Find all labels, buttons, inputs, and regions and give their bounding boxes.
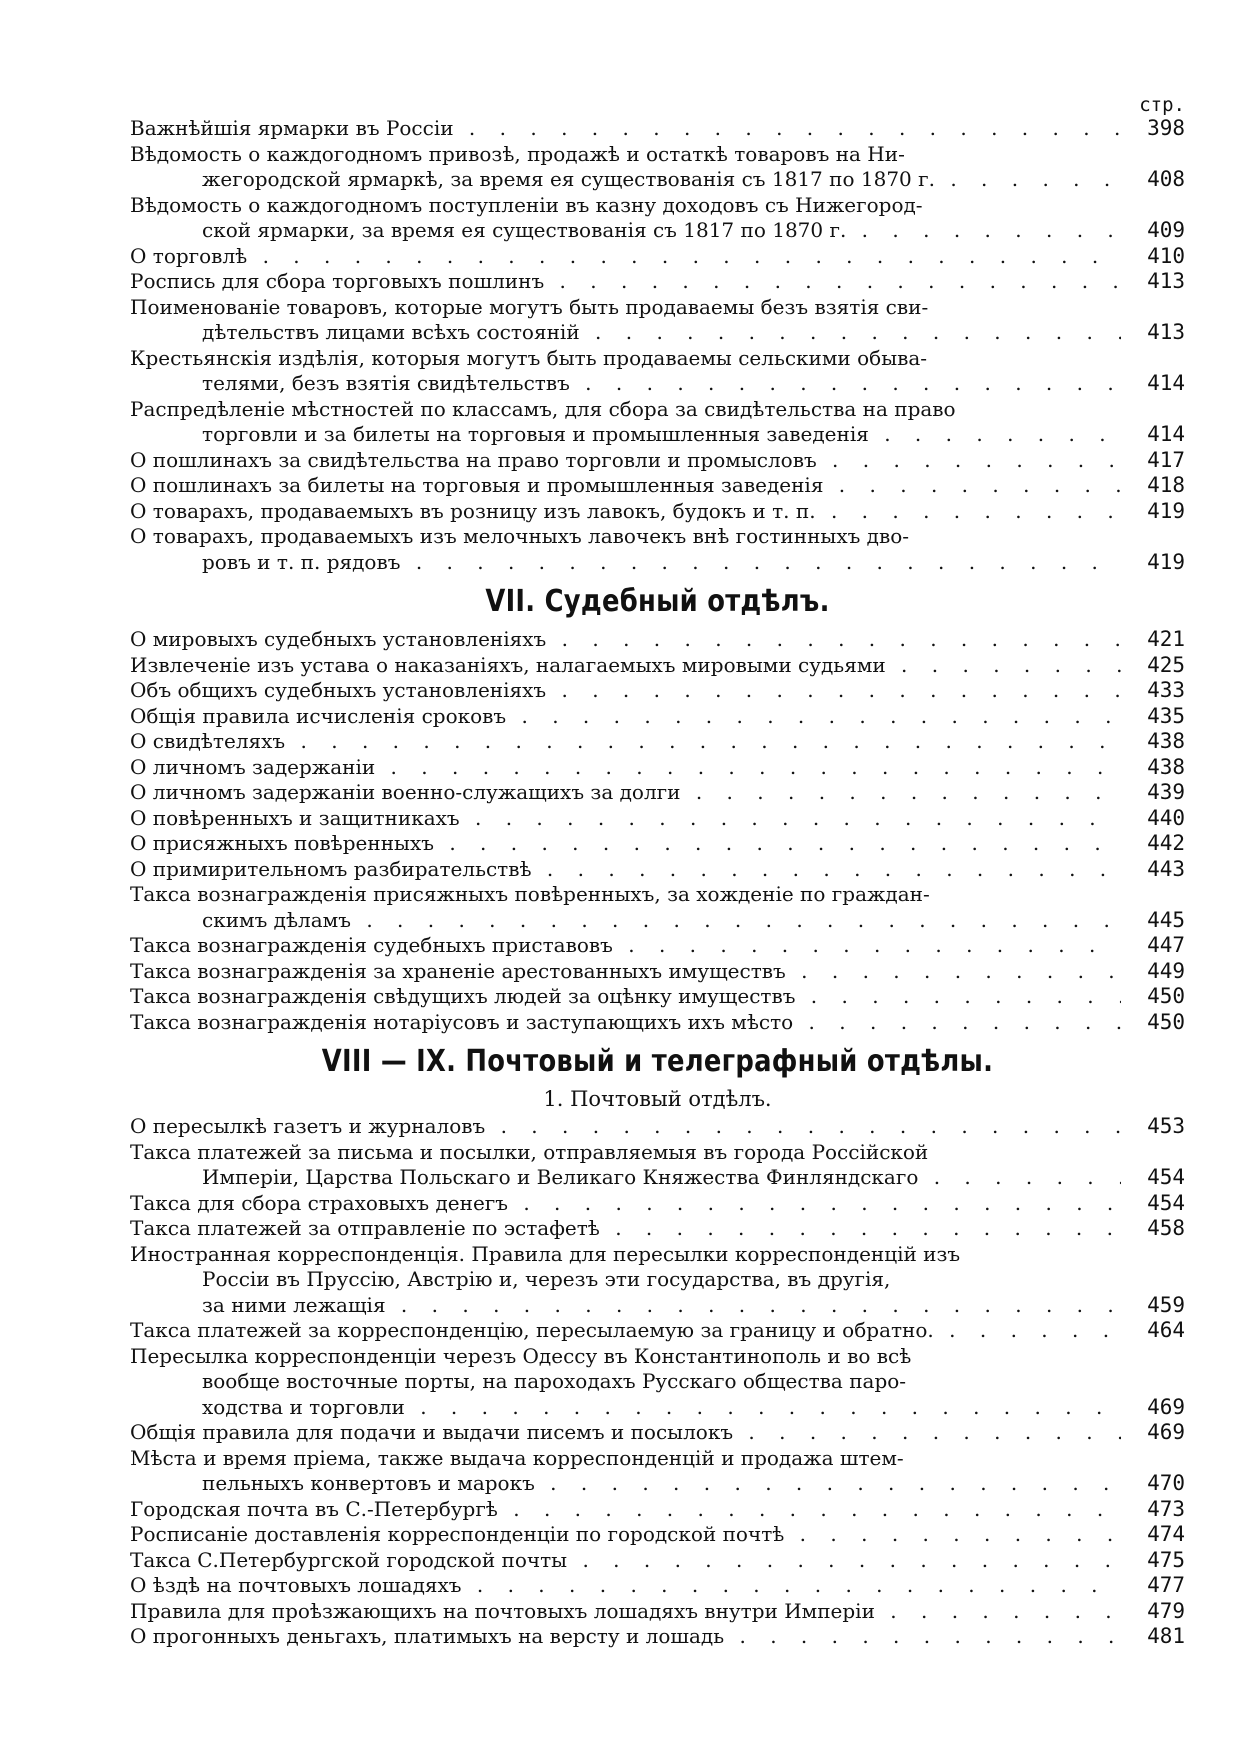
toc-entry-line: Такса С.Петербургской городской почты . . .	[130, 1548, 1121, 1574]
toc-entry-line: ходства и торговли . . .	[130, 1395, 1121, 1421]
toc-entry-line: О пошлинахъ за свидѣтельства на право торговли и промысловъ . . .	[130, 448, 1121, 474]
toc-entry-page: 454	[1147, 1190, 1185, 1215]
toc-entry-page: 453	[1147, 1114, 1185, 1138]
toc-entry	[130, 142, 1185, 193]
table-of-contents	[130, 94, 1185, 1650]
toc-entry-line: Пересылка корреспонденціи черезъ Одессу въ Константинополь и во всѣ	[130, 1343, 912, 1368]
toc-entry-title	[130, 704, 1121, 730]
toc-entry-line: за ними лежащія . . .	[130, 1293, 1121, 1319]
toc-entry-page: 442	[1147, 831, 1185, 855]
toc-entry-line: Такса вознагражденія присяжныхъ повѣренныхъ, за хожденіе по граждан-	[130, 882, 930, 906]
toc-entry-title	[130, 627, 1121, 653]
toc-entry-page: 435	[1147, 703, 1185, 728]
toc-entry	[130, 499, 1185, 525]
toc-entry-line: Такса платежей за письма и посылки, отправляемыя въ города Россійской	[130, 1139, 929, 1164]
toc-entry-page: 419	[1147, 549, 1185, 574]
toc-entry-page: 475	[1147, 1547, 1185, 1572]
toc-entry-line: скимъ дѣламъ . . .	[130, 908, 1121, 934]
toc-entry-title	[130, 1522, 1121, 1548]
toc-entry-title	[130, 653, 1121, 679]
toc-entry-line: дѣтельствъ лицами всѣхъ состояній . . .	[130, 320, 1121, 346]
toc-entry-page: 418	[1147, 473, 1185, 497]
toc-entry-line: Такса вознагражденія за храненіе арестованныхъ имуществъ . . .	[130, 959, 1121, 985]
toc-entry-title	[130, 448, 1121, 474]
toc-entry-line: Вѣдомость о каждогодномъ привозѣ, продажѣ и остаткѣ товаровъ на Ни-	[130, 141, 905, 166]
toc-entry-page: 419	[1147, 498, 1185, 523]
toc-entry-page: 410	[1147, 243, 1185, 268]
toc-entry-title	[130, 729, 1121, 755]
toc-entry	[130, 1624, 1185, 1650]
toc-entry-page: 398	[1147, 116, 1185, 140]
toc-entry-line: Имперіи, Царства Польскаго и Великаго Княжества Финляндскаго . . .	[130, 1165, 1121, 1191]
toc-entry	[130, 984, 1185, 1010]
toc-entry-page: 469	[1147, 1394, 1185, 1419]
toc-entry-line: О ѣздѣ на почтовыхъ лошадяхъ . . .	[130, 1573, 1121, 1599]
section-title-judicial: VII. Судебный отдѣлъ.	[485, 584, 830, 619]
toc-entry-page: 450	[1147, 1009, 1185, 1034]
toc-entry	[130, 1216, 1185, 1242]
toc-entry	[130, 933, 1185, 959]
toc-entry-page: 454	[1147, 1165, 1185, 1189]
toc-entry-title	[130, 346, 1121, 397]
toc-entry	[130, 1140, 1185, 1191]
toc-entry	[130, 780, 1185, 806]
toc-entry	[130, 704, 1185, 730]
toc-entry	[130, 116, 1185, 142]
toc-entry-title	[130, 1624, 1121, 1650]
toc-entry-title	[130, 1318, 1121, 1344]
toc-entry-title	[130, 1010, 1121, 1036]
toc-entry	[130, 1344, 1185, 1421]
toc-entry-line: Такса платежей за корреспонденцію, пересылаемую за границу и обратно. . . .	[130, 1318, 1121, 1344]
toc-entry	[130, 857, 1185, 883]
toc-entry-line: О торговлѣ . . .	[130, 244, 1121, 270]
toc-entry-page: 421	[1147, 627, 1185, 651]
toc-entry-line: Мѣста и время пріема, также выдача корреспонденцій и продажа штем-	[130, 1445, 904, 1470]
toc-entry-title	[130, 678, 1121, 704]
toc-entry-page: 439	[1147, 780, 1185, 804]
toc-entry-title	[130, 142, 1121, 193]
toc-entry-line: О примирительномъ разбирательствѣ . . .	[130, 857, 1121, 883]
toc-entry	[130, 1242, 1185, 1319]
toc-entry-title	[130, 780, 1121, 806]
toc-entry-title	[130, 524, 1121, 575]
toc-entry-line: Объ общихъ судебныхъ установленіяхъ . . .	[130, 678, 1121, 704]
toc-entry	[130, 882, 1185, 933]
toc-entry-title	[130, 1446, 1121, 1497]
toc-entry-line: Такса вознагражденія судебныхъ приставовъ . . .	[130, 933, 1121, 959]
toc-entry	[130, 524, 1185, 575]
toc-entry-page: 440	[1147, 805, 1185, 830]
toc-entry	[130, 806, 1185, 832]
toc-entry-line: Правила для проѣзжающихъ на почтовыхъ лошадяхъ внутри Имперіи . . .	[130, 1599, 1121, 1625]
toc-entry-line: Важнѣйшія ярмарки въ Россіи . . .	[130, 116, 1121, 142]
toc-entry-title	[130, 1344, 1121, 1421]
toc-entry-page: 473	[1147, 1496, 1185, 1521]
toc-entry-line: Извлеченіе изъ устава о наказаніяхъ, налагаемыхъ мировыми судьями . . .	[130, 653, 1121, 679]
toc-entry-title	[130, 269, 1121, 295]
toc-entry-page: 408	[1147, 167, 1185, 191]
toc-entry-line: Такса вознагражденія свѣдущихъ людей за оцѣнку имуществъ . . .	[130, 984, 1121, 1010]
toc-entry-line: Поименованіе товаровъ, которые могутъ быть продаваемы безъ взятія сви-	[130, 294, 929, 319]
toc-entry-line: О товарахъ, продаваемыхъ изъ мелочныхъ лавочекъ внѣ гостинныхъ дво-	[130, 524, 910, 548]
toc-entry-line: Распредѣленіе мѣстностей по классамъ, для сбора за свидѣтельства на право	[130, 396, 956, 421]
toc-entry-title	[130, 1573, 1121, 1599]
toc-entry-title	[130, 1191, 1121, 1217]
toc-entry-page: 458	[1147, 1216, 1185, 1240]
toc-entry	[130, 193, 1185, 244]
toc-entry-title	[130, 295, 1121, 346]
toc-entry-title	[130, 857, 1121, 883]
toc-entry-line: Россіи въ Пруссію, Австрію и, черезъ эти государства, въ другія,	[202, 1267, 891, 1291]
toc-entry-line: телями, безъ взятія свидѣтельствъ . . .	[130, 371, 1121, 397]
toc-entry-title	[130, 806, 1121, 832]
toc-entry-title	[130, 244, 1121, 270]
toc-entry-title	[130, 1114, 1121, 1140]
toc-group-postal	[130, 1114, 1185, 1650]
toc-entry-page: 450	[1147, 984, 1185, 1008]
toc-entry-line: О пересылкѣ газетъ и журналовъ . . .	[130, 1114, 1121, 1140]
toc-entry-line: пельныхъ конвертовъ и марокъ . . .	[130, 1471, 1121, 1497]
toc-entry	[130, 1548, 1185, 1574]
toc-group-judicial	[130, 627, 1185, 1035]
toc-entry-title	[130, 831, 1121, 857]
toc-entry	[130, 627, 1185, 653]
toc-entry-title	[130, 1599, 1121, 1625]
toc-entry-line: Такса для сбора страховыхъ денегъ . . .	[130, 1191, 1121, 1217]
toc-entry	[130, 1599, 1185, 1625]
toc-entry	[130, 295, 1185, 346]
toc-entry-line: О личномъ задержаніи военно-служащихъ за долги . . .	[130, 780, 1121, 806]
toc-entry-page: 477	[1147, 1573, 1185, 1597]
toc-entry	[130, 1573, 1185, 1599]
toc-entry	[130, 1010, 1185, 1036]
toc-entry-page: 470	[1147, 1471, 1185, 1495]
toc-group-trade	[130, 116, 1185, 575]
toc-entry	[130, 269, 1185, 295]
toc-entry-line: вообще восточные порты, на пароходахъ Русскаго общества паро-	[202, 1369, 907, 1393]
toc-entry-page: 459	[1147, 1292, 1185, 1317]
toc-entry	[130, 959, 1185, 985]
toc-entry-page: 438	[1147, 729, 1185, 753]
toc-entry-title	[130, 1548, 1121, 1574]
toc-entry	[130, 1497, 1185, 1523]
toc-entry-title	[130, 882, 1121, 933]
toc-entry	[130, 346, 1185, 397]
toc-entry-line: Такса платежей за отправленіе по эстафетѣ . . .	[130, 1216, 1121, 1242]
toc-entry-title	[130, 1420, 1121, 1446]
toc-entry	[130, 473, 1185, 499]
toc-entry-line: жегородской ярмаркѣ, за время ея существованія съ 1817 по 1870 г. . . .	[130, 167, 1121, 193]
toc-entry-page: 438	[1147, 754, 1185, 779]
toc-entry	[130, 1446, 1185, 1497]
toc-entry-title	[130, 1497, 1121, 1523]
toc-entry	[130, 729, 1185, 755]
toc-entry-line: Общія правила исчисленія сроковъ . . .	[130, 704, 1121, 730]
toc-entry-page: 414	[1147, 422, 1185, 446]
toc-entry-line: О повѣренныхъ и защитникахъ . . .	[130, 806, 1121, 832]
toc-entry-title	[130, 1242, 1121, 1319]
toc-entry-page: 409	[1147, 218, 1185, 242]
toc-entry-line: Крестьянскія издѣлія, которыя могутъ быть продаваемы сельскими обыва-	[130, 345, 928, 370]
toc-entry	[130, 1318, 1185, 1344]
toc-entry-page: 414	[1147, 371, 1185, 395]
toc-entry-line: Такса вознагражденія нотаріусовъ и заступающихъ ихъ мѣсто . . .	[130, 1010, 1121, 1036]
toc-entry-line: Росписаніе доставленія корреспонденціи по городской почтѣ . . .	[130, 1522, 1121, 1548]
toc-entry-page: 447	[1147, 933, 1185, 957]
toc-entry	[130, 1420, 1185, 1446]
toc-entry-line: Городская почта въ С.-Петербургѣ . . .	[130, 1497, 1121, 1523]
toc-entry-page: 413	[1147, 320, 1185, 344]
toc-entry	[130, 1191, 1185, 1217]
toc-entry-line: О мировыхъ судебныхъ установленіяхъ . . .	[130, 627, 1121, 653]
toc-entry	[130, 831, 1185, 857]
toc-entry-page: 481	[1147, 1624, 1185, 1648]
toc-entry-page: 449	[1147, 958, 1185, 983]
toc-entry-page: 425	[1147, 652, 1185, 677]
toc-entry-title	[130, 499, 1121, 525]
toc-entry-page: 474	[1147, 1522, 1185, 1546]
toc-entry-line: Общія правила для подачи и выдачи писемъ и посылокъ . . .	[130, 1420, 1121, 1446]
toc-entry-title	[130, 116, 1121, 142]
toc-entry-line: О личномъ задержаніи . . .	[130, 755, 1121, 781]
toc-entry-page: 479	[1147, 1598, 1185, 1623]
toc-entry	[130, 1114, 1185, 1140]
toc-entry-title	[130, 473, 1121, 499]
section-title-postal-telegraph: VIII — IX. Почтовый и телеграфный отдѣлы.	[321, 1044, 994, 1079]
toc-entry-title	[130, 193, 1121, 244]
toc-entry-line: Иностранная корреспонденція. Правила для пересылки корреспонденцій изъ	[130, 1241, 961, 1266]
toc-entry-title	[130, 959, 1121, 985]
toc-entry	[130, 244, 1185, 270]
toc-entry-line: О пошлинахъ за билеты на торговыя и промышленныя заведенія . . .	[130, 473, 1121, 499]
toc-entry-page: 413	[1147, 269, 1185, 293]
toc-entry-line: О свидѣтеляхъ . . .	[130, 729, 1121, 755]
toc-entry	[130, 755, 1185, 781]
toc-entry-line: Вѣдомость о каждогодномъ поступленіи въ казну доходовъ съ Нижегород-	[130, 192, 923, 217]
toc-entry-title	[130, 755, 1121, 781]
subsection-title-postal: 1. Почтовый отдѣлъ.	[543, 1087, 772, 1111]
toc-entry-title	[130, 984, 1121, 1010]
toc-entry	[130, 397, 1185, 448]
toc-entry-line: ской ярмарки, за время ея существованія съ 1817 по 1870 г. . . .	[130, 218, 1121, 244]
toc-entry-title	[130, 397, 1121, 448]
toc-entry-page: 469	[1147, 1420, 1185, 1444]
page-column-header: стр.	[1139, 94, 1185, 116]
toc-entry-line: ровъ и т. п. рядовъ . . .	[130, 550, 1121, 576]
toc-entry	[130, 653, 1185, 679]
toc-entry-line: торговли и за билеты на торговыя и промышленныя заведенія . . .	[130, 422, 1121, 448]
toc-entry-page: 443	[1147, 856, 1185, 881]
toc-entry-line: О прогонныхъ деньгахъ, платимыхъ на версту и лошадь . . .	[130, 1624, 1121, 1650]
toc-entry-page: 417	[1147, 447, 1185, 472]
toc-entry-page: 433	[1147, 678, 1185, 702]
toc-entry	[130, 448, 1185, 474]
toc-entry-title	[130, 1216, 1121, 1242]
toc-entry	[130, 678, 1185, 704]
toc-entry-line: Роспись для сбора торговыхъ пошлинъ . . .	[130, 269, 1121, 295]
toc-entry-page: 445	[1147, 907, 1185, 932]
toc-entry	[130, 1522, 1185, 1548]
toc-entry-line: О товарахъ, продаваемыхъ въ розницу изъ лавокъ, будокъ и т. п. . . .	[130, 499, 1121, 525]
toc-entry-title	[130, 1140, 1121, 1191]
toc-entry-line: О присяжныхъ повѣренныхъ . . .	[130, 831, 1121, 857]
toc-entry-page: 464	[1147, 1318, 1185, 1342]
toc-entry-title	[130, 933, 1121, 959]
